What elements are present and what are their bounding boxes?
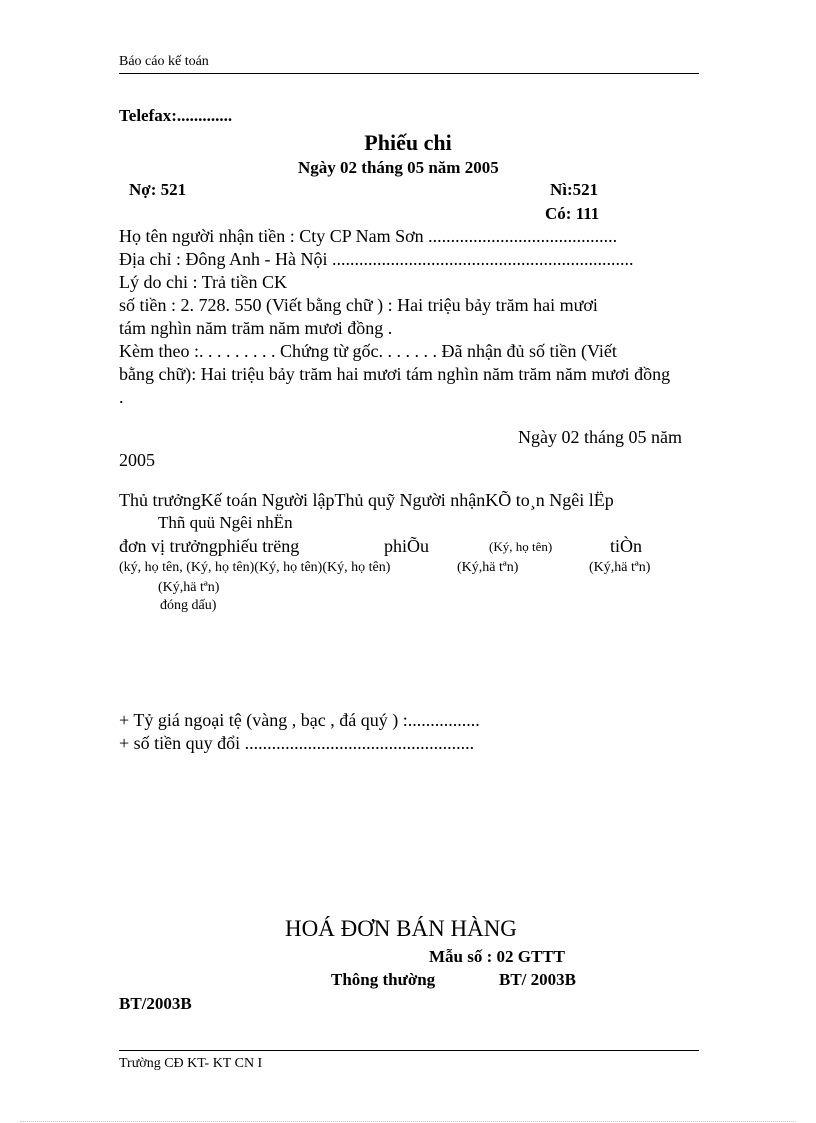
signatures-row-5: (Ký,hä tªn) (158, 580, 220, 595)
header-title: Báo cáo kế toán (119, 54, 209, 69)
signatures-row-3a: đơn vị trưởngphiếu trëng (119, 536, 300, 556)
invoice-type: Thông thường (331, 970, 436, 989)
voucher-title: Phiếu chi (364, 130, 452, 155)
telefax: Telefax:............. (119, 106, 233, 125)
signatures-row-3d: tiÒn (610, 536, 643, 556)
signatures-row-4b: (Ký,hä tªn) (457, 560, 519, 575)
amount-line-2: tám nghìn năm trăm năm mươi đồng . (119, 318, 393, 338)
signatures-row-1: Thủ trưởngKế toán Người lậpThủ quỹ Người nhậnKÕ to¸n Ngêi lËp (119, 490, 614, 510)
attach-line-1: Kèm theo :. . . . . . . . . Chứng từ gốc. . . . . . . Đã nhận đủ số tiền (Viết (119, 341, 617, 361)
converted-amount-line: + số tiền quy đổi ................................................... (119, 733, 475, 753)
exchange-rate-line: + Tỷ giá ngoại tệ (vàng , bạc , đá quý ) :................ (119, 710, 480, 730)
sign-date-part1: Ngày 02 tháng 05 năm (518, 427, 682, 447)
header-rule (119, 73, 699, 74)
amount-line-1: số tiền : 2. 728. 550 (Viết bằng chữ ) : Hai triệu bảy trăm hai mươi (119, 295, 598, 315)
invoice-title: HOÁ ĐƠN BÁN HÀNG (285, 916, 517, 941)
signatures-row-3c: (Ký, họ tên) (489, 539, 553, 554)
voucher-date: Ngày 02 tháng 05 năm 2005 (298, 158, 499, 177)
signatures-row-4c: (Ký,hä tªn) (589, 560, 651, 575)
debit-account-right: Nì:521 (550, 180, 599, 199)
sign-date-part2: 2005 (119, 450, 155, 470)
invoice-series-right: BT/ 2003B (499, 970, 576, 989)
signatures-row-3b: phiÕu (384, 536, 429, 556)
debit-account: Nợ: 521 (129, 180, 187, 199)
page-bottom-edge (20, 1121, 796, 1122)
address-line: Địa chỉ : Đông Anh - Hà Nội ................................................................... (119, 249, 634, 269)
signatures-row-2: Thñ quü Ngêi nhËn (158, 513, 293, 532)
attach-line-2: bằng chữ): Hai triệu bảy trăm hai mươi tám nghìn năm trăm năm mươi đồng (119, 364, 671, 384)
reason-line: Lý do chi : Trả tiền CK (119, 272, 288, 292)
invoice-form-no: Mẫu số : 02 GTTT (429, 947, 566, 966)
footer-text: Trường CĐ KT- KT CN I (119, 1056, 263, 1071)
recipient-line: Họ tên người nhận tiền : Cty CP Nam Sơn .......................................... (119, 226, 618, 246)
attach-line-3: . (119, 387, 124, 407)
footer-rule (119, 1050, 699, 1051)
signatures-row-4a: (ký, họ tên, (Ký, họ tên)(Ký, họ tên)(Ký, họ tên) (119, 560, 391, 575)
invoice-series-left: BT/2003B (119, 994, 192, 1013)
credit-account: Có: 111 (545, 204, 600, 223)
signatures-row-6: đóng dấu) (160, 598, 217, 613)
